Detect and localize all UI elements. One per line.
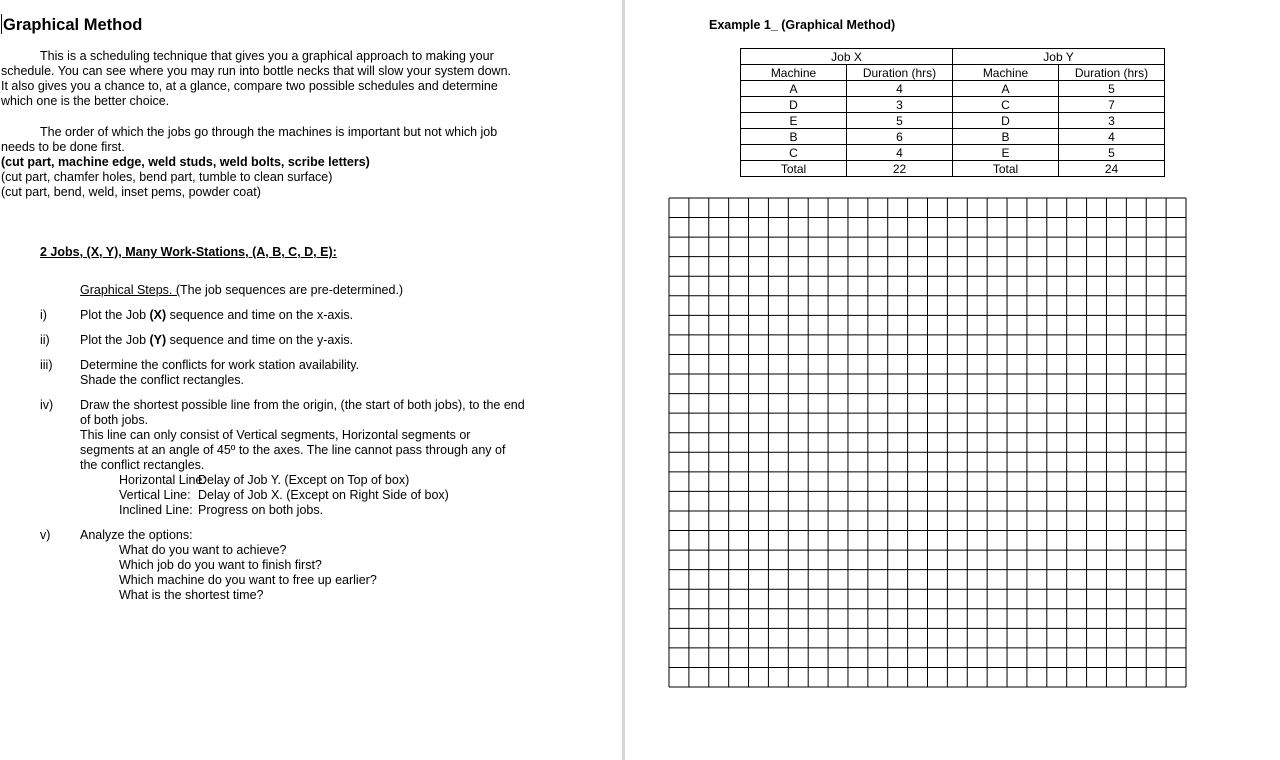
step-text: Draw the shortest possible line from the origin, (the start of both jobs), to the end	[80, 398, 525, 412]
table-cell: 5	[847, 113, 953, 129]
table-row	[741, 81, 1165, 97]
table-cell: 3	[847, 97, 953, 113]
column-header: Duration (hrs)	[847, 65, 953, 81]
table-cell: D	[741, 97, 847, 113]
line-type-definition	[80, 488, 560, 503]
table-cell: A	[741, 81, 847, 97]
table-cell: 6	[847, 129, 953, 145]
right-page	[625, 0, 1280, 760]
table-row	[741, 129, 1165, 145]
step-text: Analyze the options:	[80, 528, 193, 542]
table-cell: 4	[847, 81, 953, 97]
line-type-meaning: Delay of Job X. (Except on Right Side of box)	[198, 488, 449, 502]
table-row	[741, 49, 1165, 65]
graph-paper-grid	[668, 197, 1187, 688]
column-header: Machine	[741, 65, 847, 81]
analysis-question: What do you want to achieve?	[119, 543, 287, 557]
intro-line: schedule. You can see where you may run into bottle necks that will slow your system down.	[1, 64, 511, 78]
table-cell: E	[953, 145, 1059, 161]
table-cell: 22	[847, 161, 953, 177]
step-text: segments at an angle of 45º to the axes. The line cannot pass through any of	[80, 443, 506, 457]
job-duration-table	[740, 48, 1165, 177]
table-cell: 5	[1059, 81, 1165, 97]
page-title: Graphical Method	[3, 16, 143, 34]
example-sequence: (cut part, bend, weld, inset pems, powder coat)	[1, 185, 261, 199]
analysis-question: Which job do you want to finish first?	[119, 558, 322, 572]
step-number: i)	[40, 308, 47, 322]
step-number: ii)	[40, 333, 50, 347]
step-text: the conflict rectangles.	[80, 458, 205, 472]
line-type-label: Inclined Line:	[119, 503, 193, 517]
job-x-header: Job X	[741, 49, 953, 65]
line-type-definition	[80, 473, 560, 488]
step-number: v)	[40, 528, 51, 542]
text-cursor	[1, 14, 2, 34]
intro-line: It also gives you a chance to, at a glance, compare two possible schedules and determine	[1, 79, 498, 93]
step-text: sequence and time on the y-axis.	[166, 333, 354, 347]
intro-line: This is a scheduling technique that gives you a graphical approach to making your	[40, 49, 494, 63]
table-cell: Total	[741, 161, 847, 177]
table-cell: Total	[953, 161, 1059, 177]
table-row	[741, 113, 1165, 129]
step-number: iii)	[40, 358, 53, 372]
step-text: Determine the conflicts for work station availability.	[80, 358, 360, 372]
column-header: Machine	[953, 65, 1059, 81]
order-paragraph	[1, 125, 561, 200]
line-type-label: Horizontal Line:	[119, 473, 206, 487]
table-cell: A	[953, 81, 1059, 97]
column-header: Duration (hrs)	[1059, 65, 1165, 81]
table-cell: C	[953, 97, 1059, 113]
example-title: Example 1_ (Graphical Method)	[709, 18, 896, 32]
table-row	[741, 145, 1165, 161]
table-cell: E	[741, 113, 847, 129]
table-cell: 3	[1059, 113, 1165, 129]
steps-intro-label: Graphical Steps. (	[80, 283, 181, 297]
step-text-strong: (X)	[149, 308, 167, 322]
analysis-question: What is the shortest time?	[119, 588, 264, 602]
step-text: of both jobs.	[80, 413, 149, 427]
step-text-strong: (Y)	[149, 333, 167, 347]
line-type-meaning: Delay of Job Y. (Except on Top of box)	[198, 473, 410, 487]
table-cell: 5	[1059, 145, 1165, 161]
table-cell: 4	[1059, 129, 1165, 145]
example-sequence: (cut part, chamfer holes, bend part, tumble to clean surface)	[1, 170, 333, 184]
table-cell: D	[953, 113, 1059, 129]
table-cell: 7	[1059, 97, 1165, 113]
order-line: needs to be done first.	[1, 140, 125, 154]
order-line: The order of which the jobs go through the machines is important but not which job	[40, 125, 498, 139]
line-type-definition	[80, 503, 560, 518]
intro-line: which one is the better choice.	[1, 94, 170, 108]
example-sequence: (cut part, machine edge, weld studs, weld bolts, scribe letters)	[1, 155, 370, 169]
step-text: sequence and time on the x-axis.	[166, 308, 354, 322]
step-text: Plot the Job	[80, 308, 150, 322]
intro-paragraph	[1, 49, 561, 109]
line-type-meaning: Progress on both jobs.	[198, 503, 324, 517]
step-number: iv)	[40, 398, 54, 412]
step-text: This line can only consist of Vertical segments, Horizontal segments or	[80, 428, 471, 442]
table-cell: B	[953, 129, 1059, 145]
steps-intro	[80, 283, 403, 298]
section-heading: 2 Jobs, (X, Y), Many Work-Stations, (A, B, C, D, E):	[40, 245, 337, 259]
left-page	[0, 0, 622, 760]
table-cell: C	[741, 145, 847, 161]
table-cell: 24	[1059, 161, 1165, 177]
table-cell: 4	[847, 145, 953, 161]
table-row	[741, 65, 1165, 81]
analysis-question: Which machine do you want to free up earlier?	[119, 573, 377, 587]
step-text: Plot the Job	[80, 333, 150, 347]
table-row	[741, 161, 1165, 177]
job-y-header: Job Y	[953, 49, 1165, 65]
table-row	[741, 97, 1165, 113]
steps-intro-text: The job sequences are pre-determined.)	[180, 283, 404, 297]
line-type-label: Vertical Line:	[119, 488, 191, 502]
step-text: Shade the conflict rectangles.	[80, 373, 244, 387]
table-cell: B	[741, 129, 847, 145]
